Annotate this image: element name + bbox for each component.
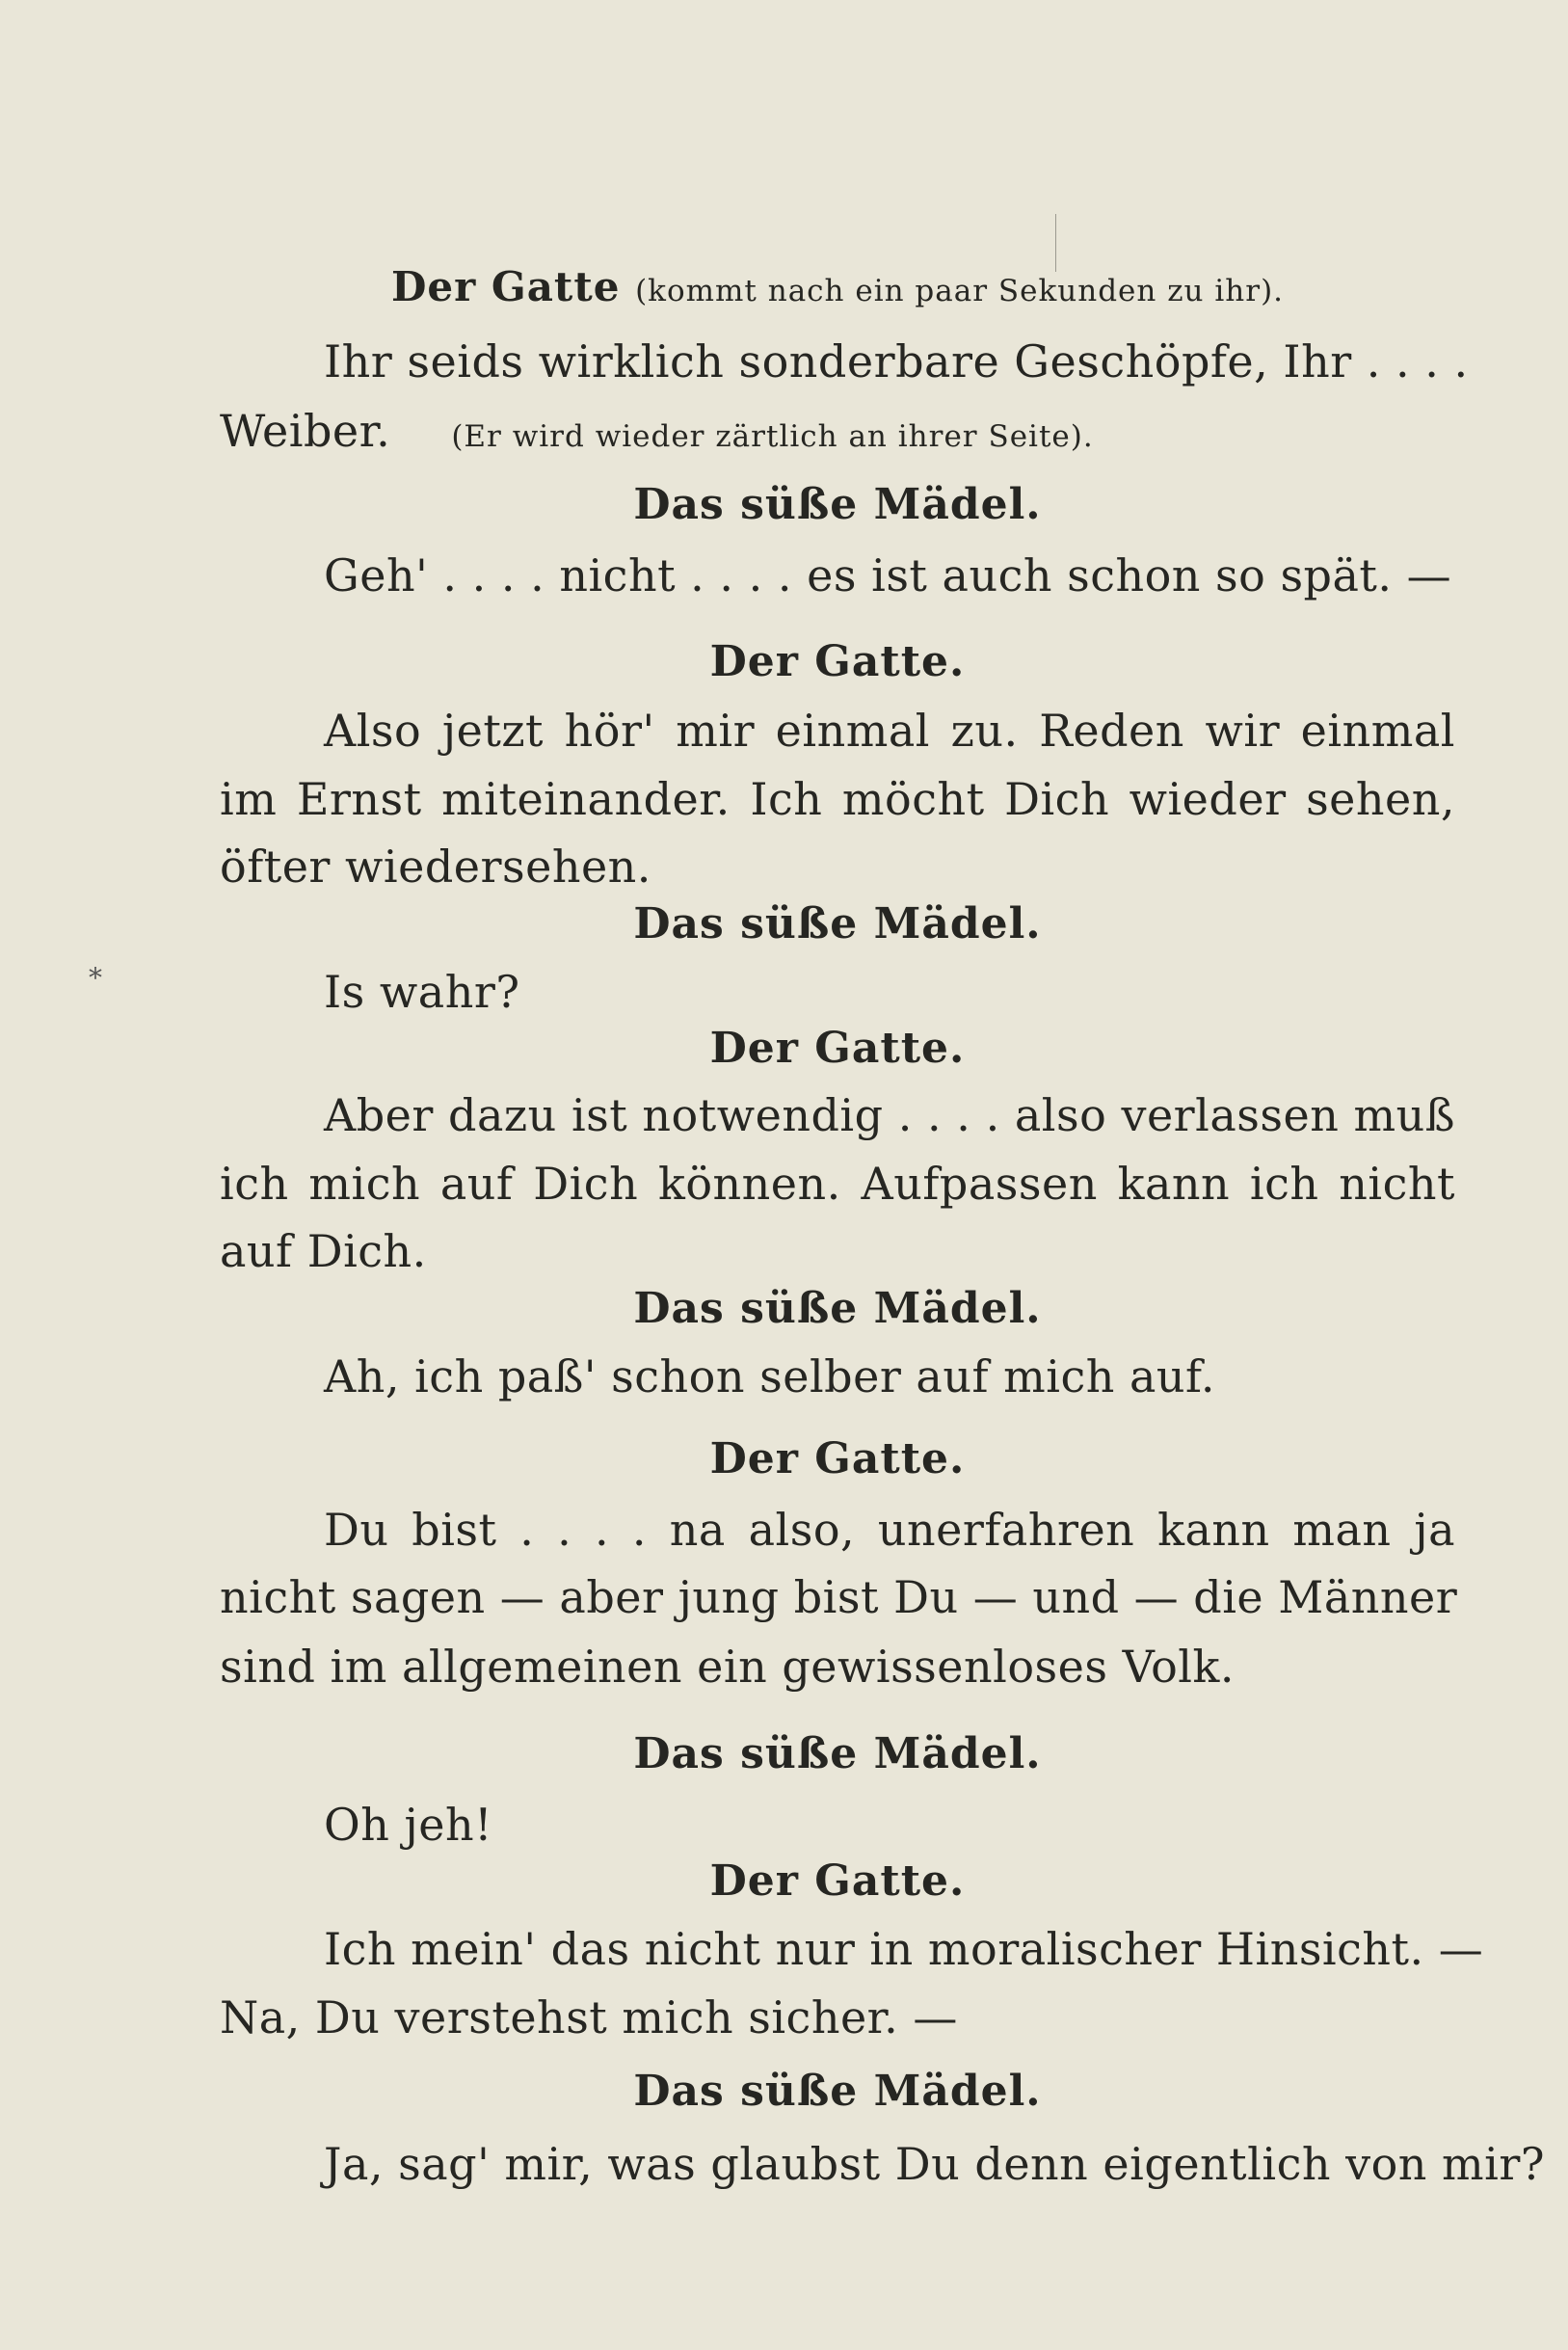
text-line: Is wahr? — [324, 966, 520, 1018]
text-line: Aber dazu ist notwendig . . . . also verlassen muß — [324, 1089, 1455, 1141]
text-line: ich mich auf Dich können. Aufpassen kann ich nicht — [220, 1158, 1455, 1210]
speaker-heading: Das süße Mädel. — [633, 2067, 1042, 2116]
text-line: Ich mein' das nicht nur in moralischer Hinsicht. — — [324, 1923, 1484, 1975]
text-line: im Ernst miteinander. Ich möcht Dich wieder sehen, — [220, 773, 1455, 825]
text-line: auf Dich. — [220, 1225, 427, 1277]
text-line: Du bist . . . . na also, unerfahren kann man ja — [324, 1504, 1455, 1556]
speaker-heading: Das süße Mädel. — [633, 899, 1042, 948]
speaker-heading: Das süße Mädel. — [633, 1284, 1042, 1333]
text-line: Na, Du verstehst mich sicher. — — [220, 1991, 958, 2043]
speaker-heading: Der Gatte. — [709, 1024, 966, 1073]
speaker-heading: Der Gatte. — [709, 1434, 966, 1483]
speaker-heading: Das süße Mädel. — [633, 1729, 1042, 1778]
text-fragment: Weiber. — [220, 405, 391, 457]
text-line: nicht sagen — aber jung bist Du — und — die Männer — [220, 1571, 1458, 1623]
text-line: Ihr seids wirklich sonderbare Geschöpfe, Ihr . . . . — [324, 335, 1469, 387]
text-line: Ja, sag' mir, was glaubst Du denn eigentlich von mir? — [324, 2138, 1545, 2190]
text-line: Geh' . . . . nicht . . . . es ist auch schon so spät. — — [324, 549, 1452, 601]
speaker-name: Der Gatte — [390, 263, 621, 310]
text-line: Ah, ich paß' schon selber auf mich auf. — [324, 1350, 1216, 1402]
text-line: Also jetzt hör' mir einmal zu. Reden wir einmal — [324, 705, 1455, 757]
speaker-heading: Der Gatte. — [709, 637, 966, 686]
text-line — [220, 402, 1455, 466]
stage-direction: (kommt nach ein paar Sekunden zu ihr). — [635, 274, 1285, 308]
speaker-heading: Das süße Mädel. — [633, 480, 1042, 529]
text-line: Oh jeh! — [324, 1799, 493, 1851]
text-line: sind im allgemeinen ein gewissenloses Volk. — [220, 1641, 1235, 1693]
margin-asterisk: * — [89, 962, 102, 994]
speaker-heading: Der Gatte. — [709, 1856, 966, 1906]
text-line: öfter wiedersehen. — [220, 841, 651, 893]
speaker-heading — [220, 258, 1455, 320]
stage-direction: (Er wird wieder zärtlich an ihrer Seite). — [451, 419, 1094, 454]
